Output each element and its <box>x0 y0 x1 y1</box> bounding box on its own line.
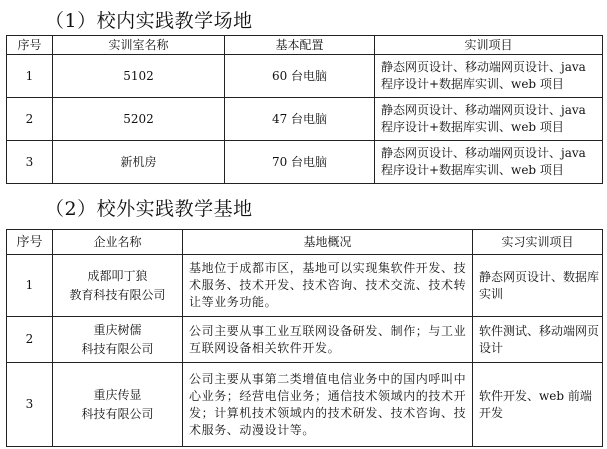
training-projects <box>375 98 603 141</box>
room-name: 5202 <box>53 98 225 141</box>
table-row <box>7 255 603 317</box>
room-name: 新机房 <box>53 141 225 184</box>
base-overview: 公司主要从事第二类增值电信业务中的国内呼叫中心业务；经营电信业务；通信技术领域内的技术开发；计算机技术领域内的技术研发、技术咨询、技术服务、动漫设计等。 <box>183 363 473 447</box>
training-projects-line-2: 程序设计+数据库实训、web 项目 <box>381 77 564 91</box>
room-config: 47 台电脑 <box>225 98 375 141</box>
header-base-overview: 基地概况 <box>183 230 473 255</box>
table-header-row <box>7 36 603 55</box>
company-name <box>53 255 183 317</box>
table-row <box>7 55 603 98</box>
table-row <box>7 363 603 447</box>
company-name-line-1: 重庆传显 <box>93 387 142 402</box>
header-no: 序号 <box>7 36 53 55</box>
training-projects-line-2: 程序设计+数据库实训、web 项目 <box>381 120 564 134</box>
room-config: 70 台电脑 <box>225 141 375 184</box>
company-name-line-1: 成都叩丁狼 <box>87 268 148 283</box>
company-name-line-2: 科技有限公司 <box>81 341 154 356</box>
room-config: 60 台电脑 <box>225 55 375 98</box>
section-2-heading: （2）校外实践教学基地 <box>45 198 253 220</box>
header-room-name: 实训室名称 <box>53 36 225 55</box>
training-projects-line-1: 静态网页设计、移动端网页设计、java <box>381 60 586 74</box>
header-internship-projects: 实习实训项目 <box>473 230 603 255</box>
header-training-projects: 实训项目 <box>375 36 603 55</box>
company-name-line-2: 教育科技有限公司 <box>69 287 166 302</box>
company-name <box>53 317 183 363</box>
table-row <box>7 317 603 363</box>
base-overview: 公司主要从事工业互联网设备研发、制作；与工业互联网设备相关软件开发。 <box>183 317 473 363</box>
on-campus-table <box>6 35 603 184</box>
company-name-line-2: 科技有限公司 <box>81 406 154 421</box>
row-no: 3 <box>7 363 53 447</box>
training-projects <box>375 141 603 184</box>
training-projects <box>375 55 603 98</box>
internship-projects: 软件开发、web 前端开发 <box>473 363 603 447</box>
row-no: 1 <box>7 255 53 317</box>
table-header-row <box>7 230 603 255</box>
header-company-name: 企业名称 <box>53 230 183 255</box>
header-no: 序号 <box>7 230 53 255</box>
training-projects-line-1: 静态网页设计、移动端网页设计、java <box>381 146 586 160</box>
room-name: 5102 <box>53 55 225 98</box>
row-no: 2 <box>7 317 53 363</box>
table-row <box>7 98 603 141</box>
company-name <box>53 363 183 447</box>
off-campus-table <box>6 229 603 447</box>
section-1-heading: （1）校内实践教学场地 <box>45 10 253 32</box>
training-projects-line-1: 静态网页设计、移动端网页设计、java <box>381 103 586 117</box>
company-name-line-1: 重庆树儒 <box>93 322 142 337</box>
internship-projects: 软件测试、移动端网页设计 <box>473 317 603 363</box>
table-row <box>7 141 603 184</box>
row-no: 3 <box>7 141 53 184</box>
training-projects-line-2: 程序设计+数据库实训、web 项目 <box>381 163 564 177</box>
header-basic-config: 基本配置 <box>225 36 375 55</box>
base-overview: 基地位于成都市区，基地可以实现集软件开发、技术服务、技术开发、技术咨询、技术交流、技术转让等业务功能。 <box>183 255 473 317</box>
row-no: 2 <box>7 98 53 141</box>
internship-projects: 静态网页设计、数据库实训 <box>473 255 603 317</box>
row-no: 1 <box>7 55 53 98</box>
